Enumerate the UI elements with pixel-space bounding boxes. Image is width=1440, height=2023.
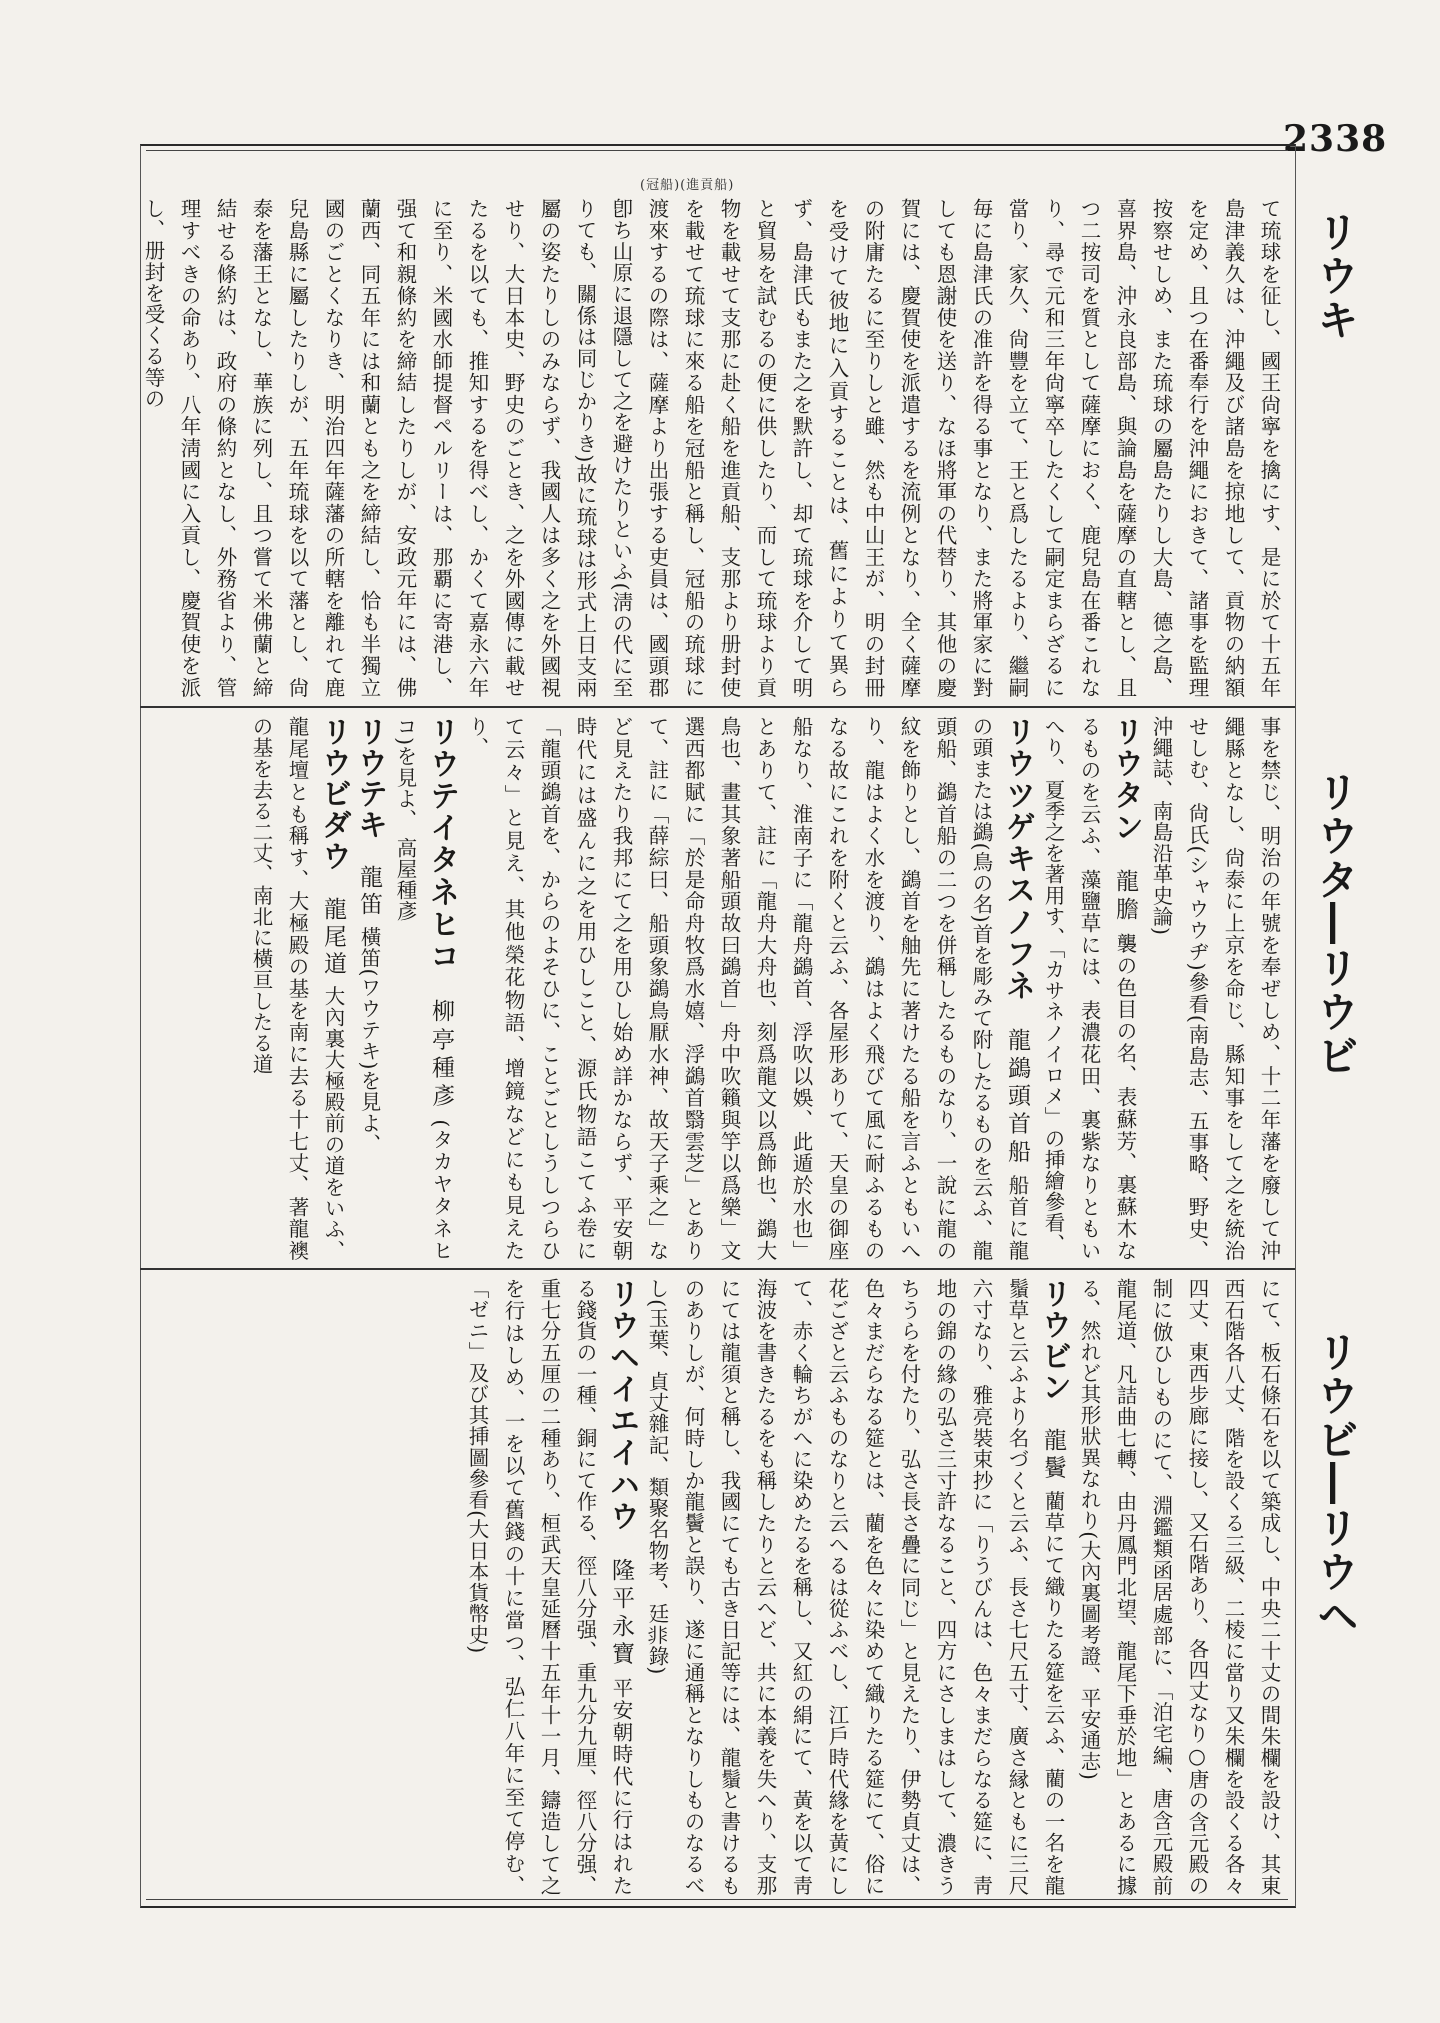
- entry-title: リウビダウ: [316, 716, 351, 872]
- entry-kanji: 隆平永寶: [608, 1558, 634, 1670]
- entry-title: リウビン: [1036, 1278, 1071, 1404]
- entry-body: 襲の色目の名、表蘇芳、裏蘇木なるものを云ふ、藻鹽草には、表濃花田、裏紫なりともいへり、夏季之を著用す、「カサネノイロメ」の挿繪參看、: [1041, 716, 1137, 1262]
- entry-title: リウタン: [1108, 716, 1143, 844]
- entry-riutsugekisu: [459, 716, 1035, 1261]
- entry-body: (タカヤタネヒコ)を見よ、: [393, 716, 453, 1262]
- entry-body: 船首に龍の頭または鷁(鳥の名)首を彫みて附したるものを云ふ、龍頭船、鷁首船の二つを併稱したるものなり、一說に龍の紋を飾りとし、鷁首を舳先に著けたる船を言ふともいへり、龍はよく水を渡り、鷁はよく飛びて風に耐ふるものなる故にこれを附くと云ふ、各屋形ありて、天皇の御座船なり、淮南子に「龍舟鷁首、浮吹以娛、此遁於水也」とありて、註に「龍舟大舟也、刻爲龍文以爲飾也、鷁大鳥也、畫其象著船頭故曰鷁首」舟中吹籟與竽以爲樂」文選西都賦に「於是命舟牧爲水嬉、浮鷁首翳雲芝」とありて、註に「薛綜曰、船頭象鷁鳥厭水神、故天子乘之」など見えたり我邦にて之を用ひし始め詳かならず、平安朝時代には盛んに之を用ひしこと、源氏物語こてふ卷に「龍頭鷁首を、からのよそひに、ことごとしうしつらひて云々」と見え、其他榮花物語、增鏡などにも見えたり、: [465, 716, 1029, 1261]
- margin-heading-3: リウビ―リウヘ: [1311, 1330, 1360, 1638]
- entry-body: 橫笛(ワウテキ)を見よ、: [357, 926, 381, 1155]
- entry-body: 大內裏大極殿前の道をいふ、龍尾壇とも稱す、大極殿の基を南に去る十七丈、著龍襖の基を去る二丈、南北に橫亘したる道: [249, 716, 345, 1262]
- section-divider-top: [140, 706, 1295, 708]
- page-number: 2338: [1283, 118, 1388, 160]
- entry-riutan: [1035, 716, 1143, 1261]
- entry-riuteki: [351, 716, 387, 1261]
- entry-kanji: 龍笛: [356, 865, 382, 920]
- section-mid-text: [152, 716, 1287, 1261]
- entry-title: リウテキ: [352, 716, 387, 840]
- margin-heading-2: リウタ―リウビ: [1311, 770, 1360, 1078]
- entry-kanji: 龍鷁頭首船: [1004, 1027, 1030, 1167]
- entry-riubidau: [243, 716, 351, 1261]
- entry-kanji: 柳亭種彥: [428, 998, 454, 1112]
- section-top-body: て琉球を征し、國王尙寧を擒にす、是に於て十五年島津義久は、沖繩及び諸島を掠地して、貢物の納額を定め、且つ在番奉行を沖繩におきて、諸事を監理按察せしめ、また琉球の屬島たりし大島、德之島、喜界島、沖永良部島、與論島を薩摩の直轄とし、且つ二按司を質として薩摩におく、鹿兒島在番これなり、尋で元和三年尙寧卒したくして嗣定まらざるに當り、家久、尙豐を立て、王と爲したるより、繼嗣毎に島津氏の准許を得る事となり、また將軍家に對しても恩謝使を送り、なほ將軍の代替り、其他の慶賀には、慶賀使を派遣するを流例となり、全く薩摩の附庸たるに至りしと雖、然も中山王が、明の封冊を受けて彼地に入貢することは、舊によりて異らず、島津氏もまた之を默許し、却て琉球を介して明と貿易を試むるの便に供したり、而して琉球より貢物を載せて支那に赴く船を進貢船、支那より册封使を載せて琉球に來る船を冠船と稱し、冠船の琉球に渡來するの際は、薩摩より出張する吏員は、國頭郡卽ち山原に退隱して之を避けたりといふ(淸の代に至りても、關係は同じかりき)故に琉球は形式上日支兩屬の姿たりしのみならず、我國人は多く之を外國視せり、大日本史、野史のごとき、之を外國傳に載せたるを以ても、推知するを得べし、かくて嘉永六年に至り、米國水師提督ペルリーは、那覇に寄港し、强て和親條約を締結したりしが、安政元年には、佛蘭西、同五年には和蘭とも之を締結し、恰も半獨立國のごとくなりき、明治四年薩藩の所轄を離れて鹿兒島縣に屬したりしが、五年琉球を以て藩とし、尙泰を藩王となし、華族に列し、且つ嘗て米佛蘭と締結せる條約は、政府の條約となし、外務省より、管理すべきの命あり、八年淸國に入貢し、慶賀使を派し、册封を受くる等の: [141, 198, 1281, 698]
- entry-title: リウテイタネヒコ: [424, 716, 459, 973]
- section-mid-continuation: 事を禁じ、明治の年號を奉ぜしめ、十二年藩を廢して沖繩縣となし、尙泰に上京を命じ、縣知事をして之を統治せしむ、尙氏(シャウウヂ)參看(南島志、五事略、野史、沖繩誌、南島沿革史論): [1149, 716, 1281, 1261]
- section-top-text: [141, 198, 1287, 698]
- entry-kanji: 龍尾道: [320, 896, 346, 979]
- entry-riuheieihau: [459, 1278, 639, 1896]
- section-divider-bottom: [140, 1268, 1295, 1270]
- entry-riuteitanehiko: [387, 716, 459, 1261]
- entry-title: リウヘイエイハウ: [604, 1278, 639, 1533]
- entry-body: 平安朝時代に行はれたる錢貨の一種、銅にて作る、徑八分强、重九分九厘、徑八分强、重七分五厘の二種あり、桓武天皇延曆十五年十一月、鑄造して之を行はしめ、一を以て舊錢の十に當つ、弘仁八年に至て停む、「ゼニ」及び其挿圖參看(大日本貨幣史): [465, 1278, 633, 1897]
- entry-kanji: 龍膽: [1112, 869, 1138, 925]
- entry-kanji: 龍鬢: [1040, 1428, 1066, 1483]
- entry-title: リウツゲキスノフネ: [1000, 716, 1035, 1002]
- figure-caption: (冠船)(進貢船): [640, 178, 735, 193]
- author-note: 高屋種彥: [393, 837, 417, 922]
- entry-riubin: [639, 1278, 1071, 1896]
- margin-heading-1: リウキ: [1311, 210, 1360, 342]
- section-bottom-text: [152, 1278, 1287, 1896]
- entry-body: 藺草にて織りたる筵を云ふ、藺の一名を龍鬚草と云ふより名づくと云ふ、長さ七尺五寸、廣さ縁ともに三尺六寸なり、雅亮裝束抄に「りうびんは、色々まだらなる筵に、靑地の錦の緣の弘さ三寸許なること、四方にさしまはして、濃きうちうらを付たり、弘さ長さ疊に同じ」と見えたり、伊勢貞丈は、色々まだらなる筵とは、藺を色々に染めて織りたる筵にて、俗に花ござと云ふものなりと云へるは從ふべし、江戶時代緣を黃にして、赤く輪ちがへに染めたるを稱し、又紅の絹にて、黃を以て靑海波を書きたるをも稱したりと云へど、共に本義を失へり、支那にては龍須と稱し、我國にても古き日記等には、龍鬚と書けるものありしが、何時しか龍鬢と誤り、遂に通稱となりしものなるべし(玉葉、貞丈雜記、類聚名物考、廷𩇨錄): [645, 1278, 1065, 1897]
- section-bottom-continuation: にて、板石條石を以て築成し、中央二十丈の間朱欄を設け、其東西石階各八丈、階を設くる三級、二棱に當り又朱欄を設くる各々四丈、東西步廊に接し、又石階あり、各四丈なり○唐の含元殿の制に倣ひしものにて、淵鑑類函居處部に、「泊宅編、唐含元殿前龍尾道、凡詰曲七轉、由丹鳳門北望、龍尾下垂於地」とあるに據る、然れど其形狀異なれり(大內裏圖考證、平安通志): [1077, 1278, 1281, 1896]
